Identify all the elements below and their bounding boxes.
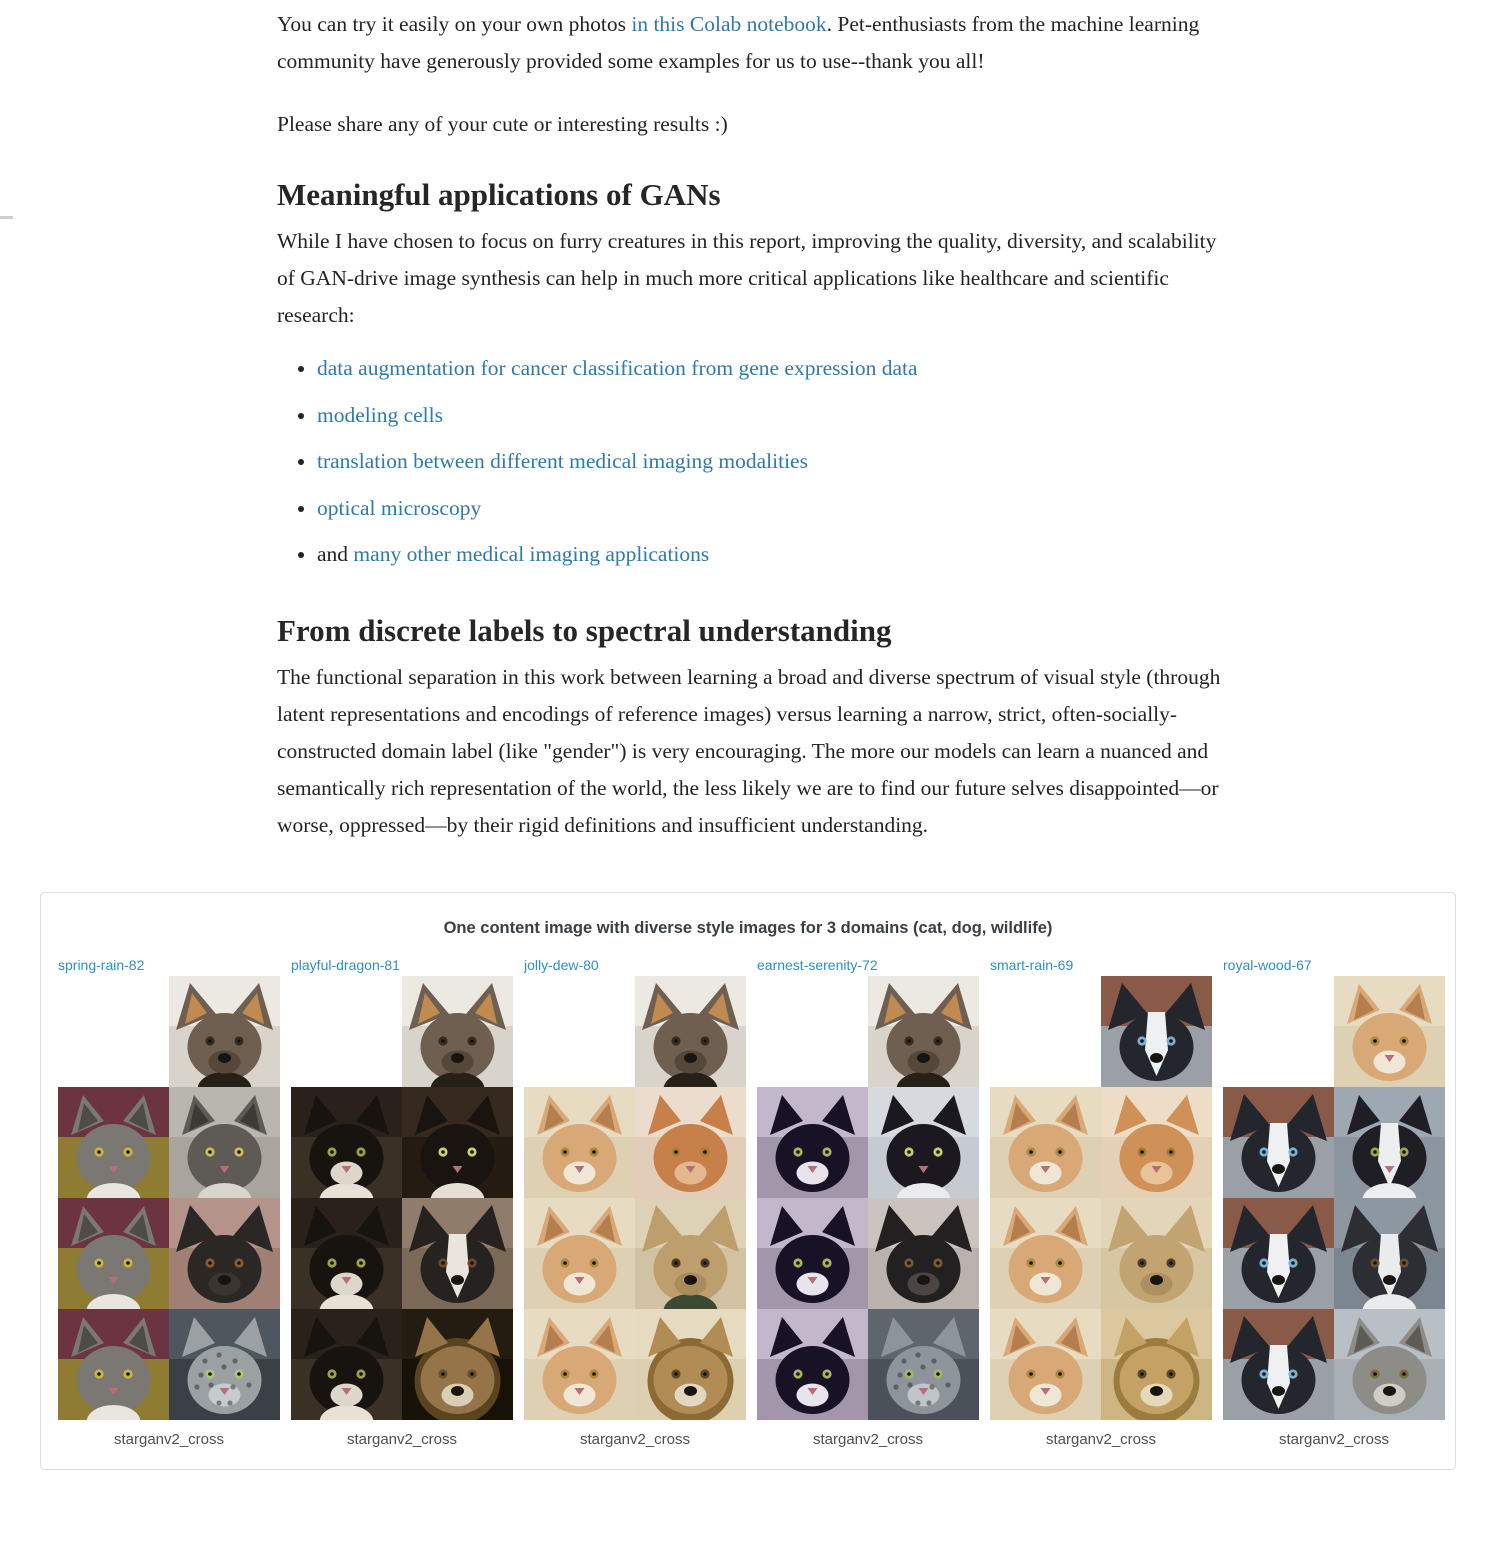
colab-notebook-link[interactable]: in this Colab notebook	[631, 12, 827, 36]
run-name-link[interactable]: royal-wood-67	[1223, 957, 1312, 973]
empty-cell	[291, 976, 402, 1087]
media-image-style	[990, 1087, 1101, 1198]
media-columns	[41, 954, 1455, 1448]
section-heading-applications: Meaningful applications of GANs	[277, 177, 721, 212]
media-image-style	[524, 1309, 635, 1420]
media-image-result	[1334, 1198, 1445, 1309]
list-item	[317, 350, 1222, 387]
media-image-style	[58, 1087, 169, 1198]
empty-cell	[1223, 976, 1334, 1087]
media-column	[1223, 954, 1445, 1448]
paragraph-colab	[277, 6, 1222, 80]
grid-caption: starganv2_cross	[812, 1431, 924, 1448]
run-name-link[interactable]: spring-rain-82	[58, 957, 145, 973]
media-panel	[40, 892, 1456, 1470]
list-item	[317, 397, 1222, 434]
paragraph-text: You can try it easily on your own photos	[277, 12, 632, 36]
link-medical-translation[interactable]: translation between different medical imaging modalities	[317, 449, 808, 473]
grid-caption: starganv2_cross	[113, 1431, 225, 1448]
bullet-pre-text: and	[317, 542, 354, 566]
media-image-result	[1334, 1309, 1445, 1420]
media-image-result	[635, 1198, 746, 1309]
media-image-style	[58, 1198, 169, 1309]
media-image-result	[169, 1087, 280, 1198]
media-column	[757, 954, 979, 1448]
run-name-link[interactable]: smart-rain-69	[990, 957, 1074, 973]
image-grid	[58, 976, 280, 1420]
media-image-style	[757, 1198, 868, 1309]
empty-cell	[58, 976, 169, 1087]
media-image-content	[1101, 976, 1212, 1087]
media-image-result	[868, 1198, 979, 1309]
panel-title: One content image with diverse style images for 3 domains (cat, dog, wildlife)	[443, 919, 1053, 937]
report-article	[277, 0, 1222, 844]
media-image-result	[1101, 1087, 1212, 1198]
run-name-link[interactable]: jolly-dew-80	[524, 957, 599, 973]
image-grid	[757, 976, 979, 1420]
media-image-style	[58, 1309, 169, 1420]
media-image-content	[868, 976, 979, 1087]
paragraph-share: Please share any of your cute or interesting results :)	[277, 112, 728, 136]
media-image-style	[757, 1087, 868, 1198]
media-image-content	[1334, 976, 1445, 1087]
media-image-result	[635, 1087, 746, 1198]
media-image-result	[402, 1198, 513, 1309]
empty-cell	[524, 976, 635, 1087]
media-image-style	[990, 1309, 1101, 1420]
paragraph-text: . Pet-enthusiasts from the machine learning community have generously provided some examples for us to use--thank you all!	[277, 12, 1200, 73]
paragraph-spectral: The functional separation in this work between learning a broad and diverse spectrum of visual style (through latent representations and encodings of reference images) versus learning a narrow, strict, often-socially-constructed domain label (like "gender") is very encouraging. The more our models can learn a nuanced and semantically rich representation of the world, the less likely we are to find our future selves disappointed—or worse, oppressed—by their rigid definitions and insufficient understanding.	[277, 665, 1221, 837]
run-name-link[interactable]: earnest-serenity-72	[757, 957, 878, 973]
empty-cell	[757, 976, 868, 1087]
list-item	[317, 443, 1222, 480]
media-image-result	[402, 1087, 513, 1198]
run-name-link[interactable]: playful-dragon-81	[291, 957, 400, 973]
list-item	[317, 536, 1222, 573]
media-image-result	[868, 1309, 979, 1420]
media-image-style	[524, 1198, 635, 1309]
paragraph-applications: While I have chosen to focus on furry creatures in this report, improving the quality, diversity, and scalability of GAN-drive image synthesis can help in much more critical applications like healthcare and scientific research:	[277, 229, 1217, 327]
section-heading-spectral: From discrete labels to spectral understanding	[277, 613, 892, 648]
media-image-style	[1223, 1309, 1334, 1420]
list-item	[317, 490, 1222, 527]
grid-caption: starganv2_cross	[346, 1431, 458, 1448]
media-image-result	[635, 1309, 746, 1420]
media-image-style	[291, 1198, 402, 1309]
image-grid	[1223, 976, 1445, 1420]
media-image-content	[402, 976, 513, 1087]
image-grid	[990, 976, 1212, 1420]
image-grid	[291, 976, 513, 1420]
grid-caption: starganv2_cross	[1278, 1431, 1390, 1448]
media-image-style	[291, 1309, 402, 1420]
media-column	[524, 954, 746, 1448]
media-image-content	[169, 976, 280, 1087]
media-image-result	[169, 1198, 280, 1309]
media-image-result	[868, 1087, 979, 1198]
media-image-style	[1223, 1198, 1334, 1309]
applications-link-list	[277, 350, 1222, 573]
media-image-result	[1101, 1198, 1212, 1309]
media-image-style	[757, 1309, 868, 1420]
media-column	[990, 954, 1212, 1448]
grid-caption: starganv2_cross	[579, 1431, 691, 1448]
media-image-style	[524, 1087, 635, 1198]
media-image-style	[990, 1198, 1101, 1309]
media-image-result	[1334, 1087, 1445, 1198]
media-image-content	[635, 976, 746, 1087]
media-column	[291, 954, 513, 1448]
media-image-style	[291, 1087, 402, 1198]
media-image-result	[402, 1309, 513, 1420]
media-image-result	[1101, 1309, 1212, 1420]
empty-cell	[990, 976, 1101, 1087]
media-image-style	[1223, 1087, 1334, 1198]
media-image-result	[169, 1309, 280, 1420]
left-edge-tick	[0, 216, 13, 219]
link-optical-microscopy[interactable]: optical microscopy	[317, 495, 482, 520]
media-column	[58, 954, 280, 1448]
link-modeling-cells[interactable]: modeling cells	[317, 402, 443, 427]
link-cancer-augmentation[interactable]: data augmentation for cancer classification from gene expression data	[317, 356, 918, 380]
grid-caption: starganv2_cross	[1045, 1431, 1157, 1448]
link-other-medical-imaging[interactable]: many other medical imaging applications	[353, 542, 710, 566]
image-grid	[524, 976, 746, 1420]
